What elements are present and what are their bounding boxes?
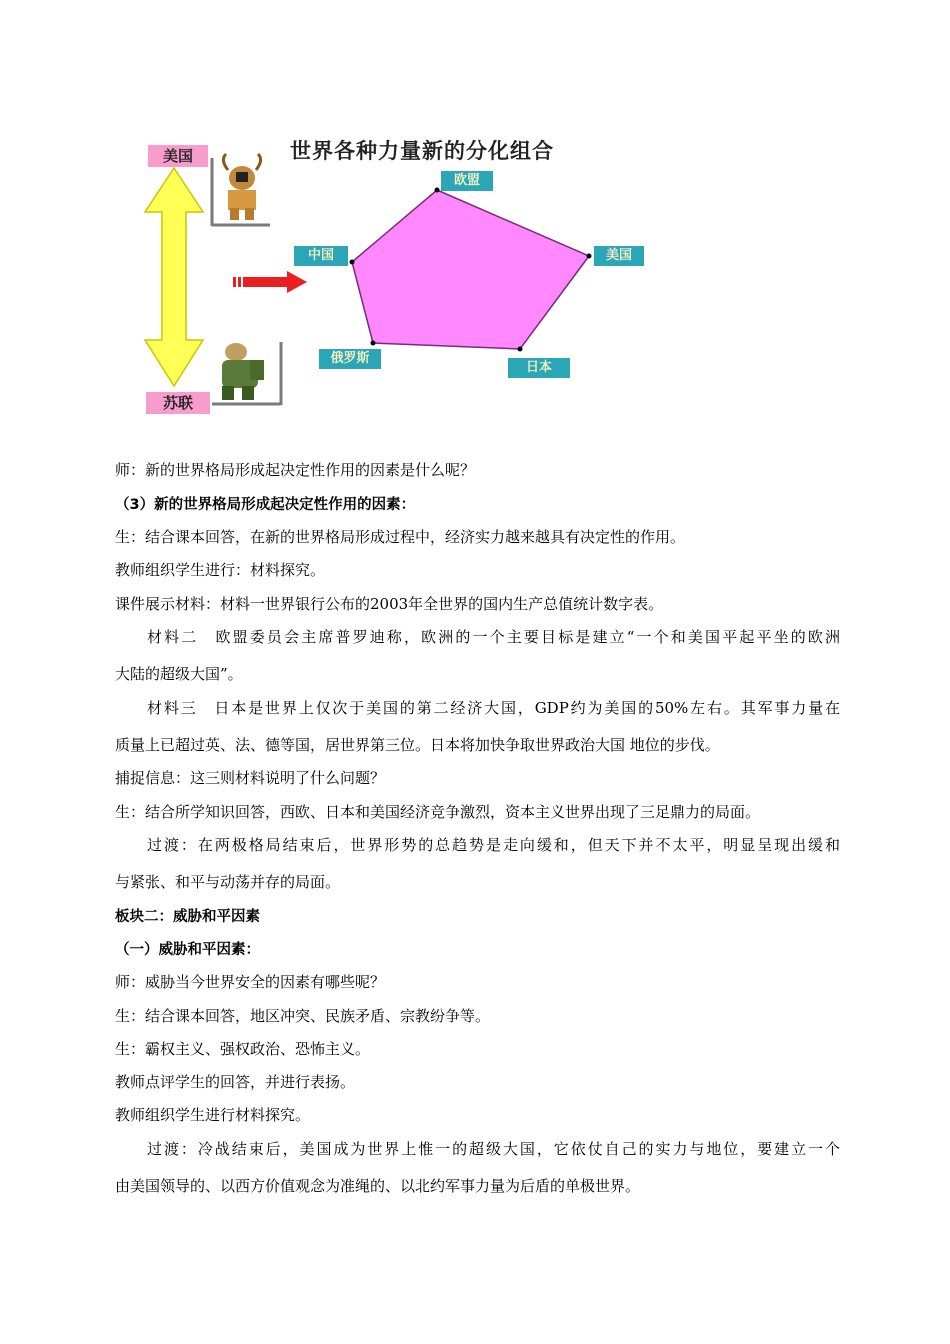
transition-arrow xyxy=(233,271,307,293)
text-line: 材料二 欧盟委员会主席普罗迪称，欧洲的一个主要目标是建立“一个和美国平起平坐的欧洲 xyxy=(147,628,840,646)
figure-title: 世界各种力量新的分化组合 xyxy=(290,139,554,163)
text-line: 教师组织学生进行材料探究。 xyxy=(115,1106,311,1124)
text-line: 大陆的超级大国”。 xyxy=(115,665,243,683)
label-russia: 俄罗斯 xyxy=(319,349,381,369)
text-line: 师：新的世界格局形成起决定性作用的因素是什么呢？ xyxy=(115,461,476,479)
bipolar-double-arrow xyxy=(145,168,203,386)
text-line: 过渡：在两极格局结束后，世界形势的总趋势是走向缓和，但天下并不太平，明显呈现出缓和 xyxy=(147,836,840,854)
text-line: 由美国领导的、以西方价值观念为准绳的、以北约军事力量为后盾的单极世界。 xyxy=(115,1177,641,1195)
label-japan: 日本 xyxy=(508,358,570,378)
text-line: 与紧张、和平与动荡并存的局面。 xyxy=(115,873,341,891)
text-line: 捕捉信息：这三则材料说明了什么问题？ xyxy=(115,769,386,787)
figure-graphics xyxy=(0,0,950,430)
section-heading: （一）威胁和平因素： xyxy=(115,942,260,958)
section-heading: （3）新的世界格局形成起决定性作用的因素： xyxy=(115,497,416,513)
text-line: 教师点评学生的回答，并进行表扬。 xyxy=(115,1073,356,1091)
warrior-character-icon xyxy=(212,154,270,226)
label-usa: 美国 xyxy=(594,246,644,266)
text-line: 教师组织学生进行：材料探究。 xyxy=(115,561,326,579)
text-line: 材料三 日本是世界上仅次于美国的第二经济大国，GDP约为美国的50%左右。其军事力量在 xyxy=(147,699,840,717)
section-heading: 板块二：威胁和平因素 xyxy=(115,909,260,925)
label-usa-top: 美国 xyxy=(148,145,208,167)
text-line: 生：霸权主义、强权政治、恐怖主义。 xyxy=(115,1040,371,1058)
label-ussr-bottom: 苏联 xyxy=(146,392,210,414)
label-eu: 欧盟 xyxy=(441,171,493,191)
text-line: 生：结合所学知识回答，西欧、日本和美国经济竞争激烈，资本主义世界出现了三足鼎力的局面。 xyxy=(115,803,761,821)
text-line: 师：威胁当今世界安全的因素有哪些呢？ xyxy=(115,973,386,991)
pentagon-shape xyxy=(352,190,589,349)
soldier-bear-character-icon xyxy=(212,342,282,406)
power-realignment-figure xyxy=(0,0,950,430)
text-line: 课件展示材料：材料一世界银行公布的2003年全世界的国内生产总值统计数字表。 xyxy=(115,595,664,613)
label-china: 中国 xyxy=(294,246,348,266)
text-line: 生：结合课本回答，地区冲突、民族矛盾、宗教纷争等。 xyxy=(115,1007,491,1025)
text-line: 过渡：冷战结束后，美国成为世界上惟一的超级大国，它依仗自己的实力与地位，要建立一个 xyxy=(147,1140,840,1158)
text-line: 质量上已超过英、法、德等国，居世界第三位。日本将加快争取世界政治大国 地位的步伐。 xyxy=(115,736,720,754)
text-line: 生：结合课本回答，在新的世界格局形成过程中，经济实力越来越具有决定性的作用。 xyxy=(115,528,686,546)
